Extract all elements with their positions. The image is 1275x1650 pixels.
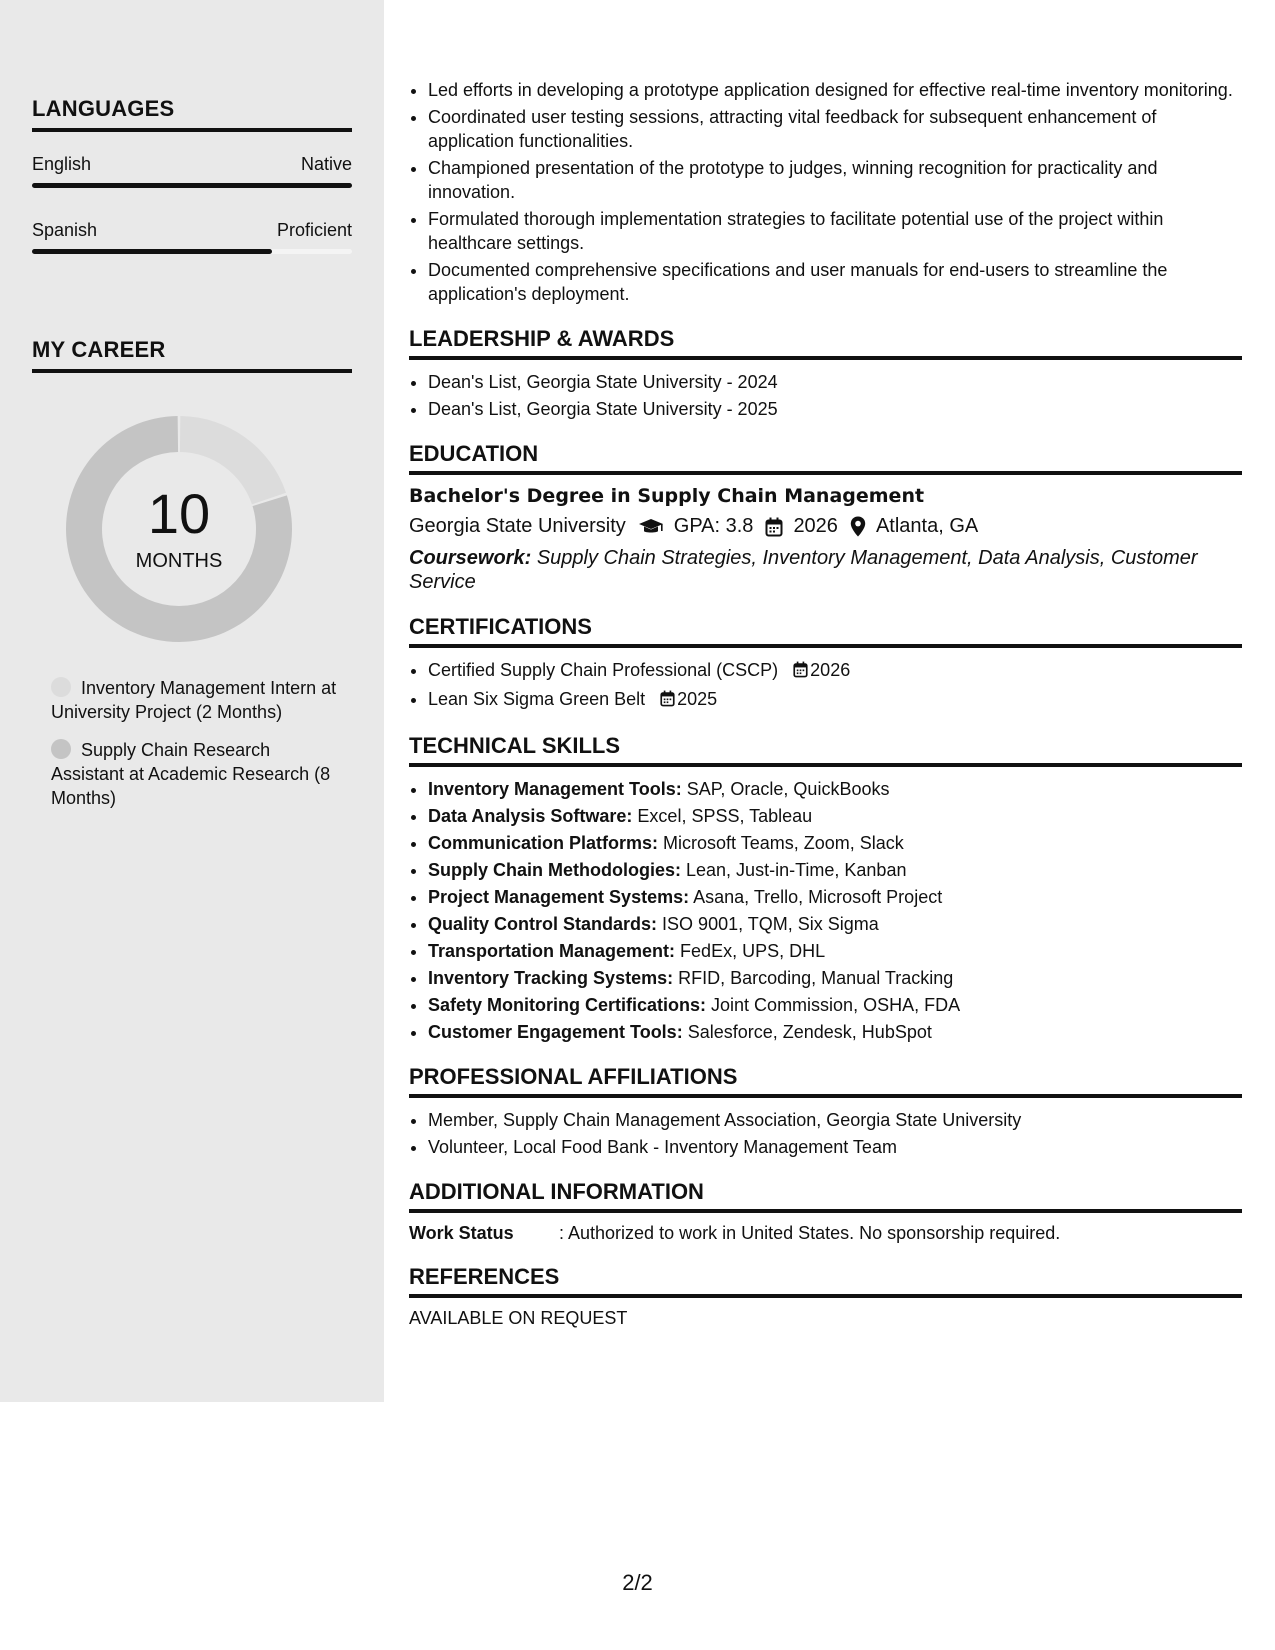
- language-name: English: [32, 154, 92, 174]
- certification-year: 2025: [677, 689, 718, 709]
- language-proficiency-bar: [32, 183, 352, 188]
- skill-value: Lean, Just-in-Time, Kanban: [686, 860, 907, 880]
- coursework-list: Supply Chain Strategies, Inventory Management, Data Analysis, Customer Service: [409, 547, 1198, 593]
- skill-label: Communication Platforms:: [428, 833, 659, 853]
- languages-section: [32, 96, 352, 254]
- language-proficiency-bar: [32, 249, 352, 254]
- leadership-section: [409, 326, 1242, 421]
- list-item: [428, 858, 1242, 882]
- education-section: [409, 441, 1242, 594]
- certification-name: Certified Supply Chain Professional (CSCP): [428, 660, 779, 680]
- list-item: [428, 912, 1242, 936]
- calendar-icon: [660, 689, 675, 713]
- skill-value: ISO 9001, TQM, Six Sigma: [662, 914, 879, 934]
- additional-info-section: [409, 1179, 1242, 1244]
- references-heading: REFERENCES: [409, 1264, 1242, 1298]
- references-text: AVAILABLE ON REQUEST: [409, 1308, 628, 1328]
- language-name: Spanish: [32, 220, 98, 240]
- skill-label: Data Analysis Software:: [428, 806, 633, 826]
- list-item: [428, 687, 1242, 713]
- list-item: • Volunteer, Local Food Bank - Inventory Management Team: [428, 1135, 1242, 1159]
- leadership-heading: LEADERSHIP & AWARDS: [409, 326, 1242, 360]
- list-item: [428, 1020, 1242, 1044]
- list-item: • Led efforts in developing a prototype application designed for effective real-time inventory monitoring.: [428, 78, 1242, 102]
- sidebar: [0, 0, 384, 1402]
- skill-label: Project Management Systems:: [428, 887, 690, 907]
- skill-value: Salesforce, Zendesk, HubSpot: [687, 1022, 932, 1042]
- list-item: [428, 831, 1242, 855]
- list-item: • Coordinated user testing sessions, attracting vital feedback for subsequent enhancement of application functionalities.: [428, 105, 1242, 153]
- page-number: 2/2: [622, 1570, 653, 1595]
- education-details: [409, 515, 1242, 538]
- skill-value: RFID, Barcoding, Manual Tracking: [678, 968, 954, 988]
- skill-label: Transportation Management:: [428, 941, 676, 961]
- list-item: [428, 993, 1242, 1017]
- skill-label: Inventory Management Tools:: [428, 779, 682, 799]
- language-level: Proficient: [276, 220, 352, 240]
- career-heading: MY CAREER: [32, 337, 352, 373]
- career-legend-text: Supply Chain Research Assistant at Academic Research (8 Months): [51, 740, 331, 808]
- project-bullet-list: [409, 78, 1242, 306]
- skill-label: Inventory Tracking Systems:: [428, 968, 674, 988]
- career-legend-dot: [51, 739, 71, 759]
- language-level: Native: [300, 154, 352, 174]
- list-item: • Documented comprehensive specifications and user manuals for end-users to streamline the application's deployment.: [428, 258, 1242, 306]
- school-name: Georgia State University: [409, 515, 626, 537]
- certifications-heading: CERTIFICATIONS: [409, 614, 1242, 648]
- coursework: [409, 546, 1242, 594]
- list-item: [428, 777, 1242, 801]
- language-item: [32, 220, 352, 254]
- skill-value: Excel, SPSS, Tableau: [637, 806, 813, 826]
- career-section: [32, 337, 352, 373]
- certification-year: 2026: [810, 660, 851, 680]
- work-status-value: : Authorized to work in United States. No sponsorship required.: [559, 1223, 1061, 1243]
- list-item: [428, 885, 1242, 909]
- language-proficiency-fill: [32, 183, 352, 188]
- career-legend-text: Inventory Management Intern at University Project (2 Months): [51, 678, 337, 722]
- skill-value: FedEx, UPS, DHL: [680, 941, 826, 961]
- education-heading: EDUCATION: [409, 441, 1242, 475]
- work-status-row: [409, 1223, 1242, 1244]
- skill-value: SAP, Oracle, QuickBooks: [686, 779, 890, 799]
- career-total-unit: MONTHS: [135, 550, 223, 572]
- main-content: [409, 78, 1242, 1329]
- references-section: [409, 1264, 1242, 1329]
- certifications-section: [409, 614, 1242, 713]
- career-legend-dot: [51, 677, 71, 697]
- career-legend-item: [51, 676, 341, 724]
- list-item: • Formulated thorough implementation strategies to facilitate potential use of the project within healthcare settings.: [428, 207, 1242, 255]
- affiliations-section: [409, 1064, 1242, 1159]
- career-total-value: 10: [147, 482, 211, 545]
- career-legend-item: [51, 738, 341, 810]
- skill-value: Asana, Trello, Microsoft Project: [693, 887, 943, 907]
- certification-name: Lean Six Sigma Green Belt: [428, 689, 646, 709]
- gpa: GPA: 3.8: [673, 515, 754, 537]
- list-item: • Championed presentation of the prototype to judges, winning recognition for practicality and innovation.: [428, 156, 1242, 204]
- additional-info-heading: ADDITIONAL INFORMATION: [409, 1179, 1242, 1213]
- list-item: • Dean's List, Georgia State University - 2025: [428, 397, 1242, 421]
- career-legend: [51, 676, 341, 824]
- skills-section: [409, 733, 1242, 1044]
- map-pin-icon: [850, 516, 866, 537]
- graduation-year: 2026: [793, 515, 838, 537]
- work-status-label: Work Status: [409, 1223, 514, 1243]
- list-item: [428, 658, 1242, 684]
- skill-label: Safety Monitoring Certifications:: [428, 995, 707, 1015]
- affiliations-heading: PROFESSIONAL AFFILIATIONS: [409, 1064, 1242, 1098]
- graduation-cap-icon: [638, 518, 664, 536]
- skill-label: Customer Engagement Tools:: [428, 1022, 683, 1042]
- skill-label: Quality Control Standards:: [428, 914, 658, 934]
- skill-value: Microsoft Teams, Zoom, Slack: [663, 833, 904, 853]
- skills-heading: TECHNICAL SKILLS: [409, 733, 1242, 767]
- degree-title: Bachelor's Degree in Supply Chain Management: [409, 485, 925, 507]
- languages-heading: LANGUAGES: [32, 96, 352, 132]
- coursework-label: Coursework:: [409, 547, 532, 569]
- school-location: Atlanta, GA: [875, 515, 979, 537]
- list-item: [428, 804, 1242, 828]
- list-item: • Member, Supply Chain Management Association, Georgia State University: [428, 1108, 1242, 1132]
- career-donut-chart: [66, 416, 292, 642]
- language-proficiency-fill: [32, 249, 272, 254]
- calendar-icon: [765, 517, 783, 537]
- list-item: [428, 966, 1242, 990]
- language-item: [32, 154, 352, 188]
- skill-label: Supply Chain Methodologies:: [428, 860, 681, 880]
- skill-value: Joint Commission, OSHA, FDA: [711, 995, 961, 1015]
- list-item: • Dean's List, Georgia State University - 2024: [428, 370, 1242, 394]
- list-item: [428, 939, 1242, 963]
- calendar-icon: [793, 660, 808, 684]
